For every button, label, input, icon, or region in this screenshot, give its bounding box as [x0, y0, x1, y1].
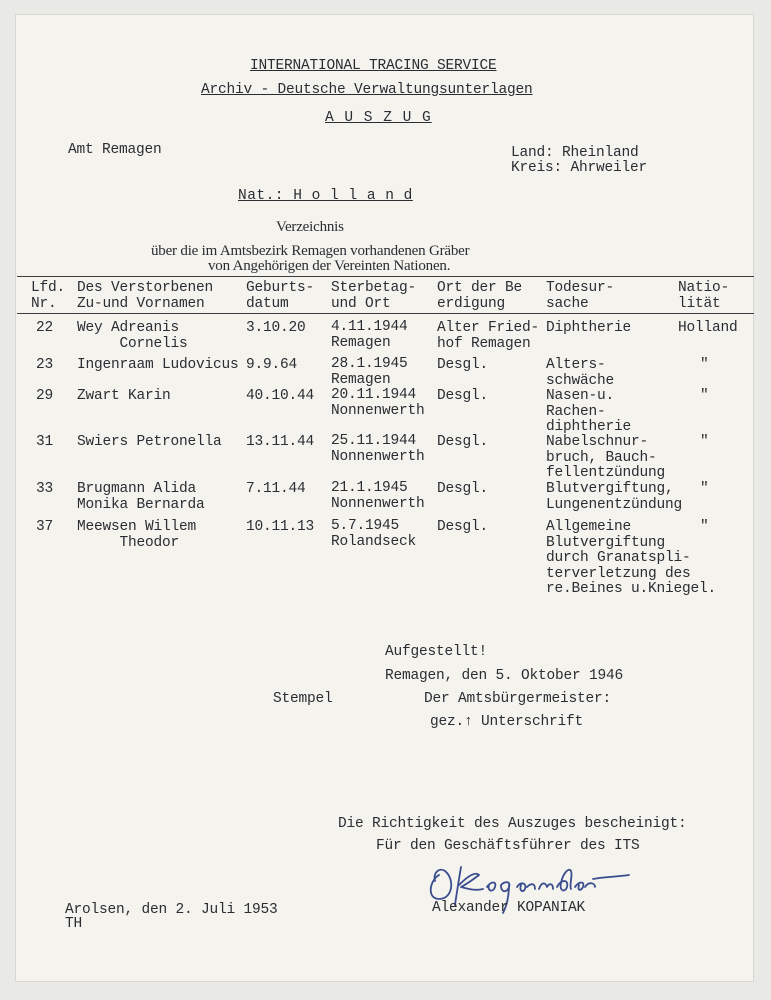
cell-nationality: " [700, 519, 709, 535]
cell-nationality: " [700, 481, 709, 497]
cell-name: Swiers Petronella [77, 434, 222, 450]
confirmation-line-1: Die Richtigkeit des Auszuges bescheinigt: [338, 816, 687, 832]
nationality-heading: Nat.: H o l l a n d [238, 188, 413, 204]
cell-lfd-nr: 37 [36, 519, 54, 535]
header-lfd-nr-line-2: Nr. [31, 296, 57, 312]
header-death-date-place-line-1: Sterbetag- [331, 280, 417, 296]
mayor-label: Der Amtsbürgermeister: [424, 691, 612, 707]
cell-burial-place: Desgl. [437, 481, 489, 497]
cell-cause-of-death: Diphtherie [546, 320, 632, 336]
signed-label: gez.↑ Unterschrift [430, 714, 584, 730]
header-cause-of-death-line-1: Todesur- [546, 280, 615, 296]
cell-death-date-place: 20.11.1944 Nonnenwerth [331, 387, 425, 419]
cell-burial-place: Desgl. [437, 519, 489, 535]
header-death-date-place-line-2: und Ort [331, 296, 391, 312]
table-rule-header [17, 313, 754, 314]
remagen-date: Remagen, den 5. Oktober 1946 [385, 668, 624, 684]
cell-death-date-place: 28.1.1945 Remagen [331, 356, 408, 388]
stempel-label: Stempel [273, 691, 333, 707]
cell-cause-of-death: Nasen-u. Rachen- diphtherie [546, 388, 632, 435]
cell-cause-of-death: Allgemeine Blutvergiftung durch Granatspli- terverletzung des re.Beines u.Kniegel. [546, 519, 717, 597]
cell-burial-place: Desgl. [437, 434, 489, 450]
cell-death-date-place: 25.11.1944 Nonnenwerth [331, 433, 425, 465]
intro-line-2: über die im Amtsbezirk Remagen vorhandenen Gräber [151, 243, 470, 259]
cell-nationality: Holland [678, 320, 738, 336]
typist-initials: TH [65, 916, 83, 932]
cell-lfd-nr: 31 [36, 434, 54, 450]
header-name-line-2: Zu-und Vornamen [77, 296, 205, 312]
header-burial-place-line-1: Ort der Be [437, 280, 523, 296]
intro-line-1: Verzeichnis [276, 219, 344, 235]
cell-birth-date: 10.11.13 [246, 519, 315, 535]
document-type: A U S Z U G [325, 110, 432, 126]
cell-name: Wey Adreanis Cornelis [77, 320, 188, 352]
kreis-label: Kreis: Ahrweiler [511, 160, 648, 176]
cell-cause-of-death: Blutvergiftung, Lungenentzündung [546, 481, 683, 513]
cell-lfd-nr: 33 [36, 481, 54, 497]
table-rule-top [17, 276, 754, 277]
cell-cause-of-death: Alters- schwäche [546, 357, 615, 389]
header-birth-date-line-1: Geburts- [246, 280, 315, 296]
cell-burial-place: Desgl. [437, 357, 489, 373]
cell-name: Zwart Karin [77, 388, 171, 404]
header-nationality-line-2: lität [678, 296, 721, 312]
cell-death-date-place: 21.1.1945 Nonnenwerth [331, 480, 425, 512]
archive-subtitle: Archiv - Deutsche Verwaltungsunterlagen [201, 82, 533, 98]
arolsen-date: Arolsen, den 2. Juli 1953 [65, 902, 278, 918]
cell-nationality: " [700, 434, 709, 450]
cell-name: Ingenraam Ludovicus [77, 357, 239, 373]
cell-birth-date: 9.9.64 [246, 357, 298, 373]
header-name-line-1: Des Verstorbenen [77, 280, 214, 296]
header-lfd-nr-line-1: Lfd. [31, 280, 66, 296]
cell-burial-place: Desgl. [437, 388, 489, 404]
cell-birth-date: 7.11.44 [246, 481, 306, 497]
cell-death-date-place: 4.11.1944 Remagen [331, 319, 408, 351]
cell-name: Brugmann Alida Monika Bernarda [77, 481, 205, 513]
amt-label: Amt Remagen [68, 142, 162, 158]
signatory-name: Alexander KOPANIAK [432, 900, 586, 916]
cell-lfd-nr: 22 [36, 320, 54, 336]
cell-nationality: " [700, 388, 709, 404]
org-title: INTERNATIONAL TRACING SERVICE [250, 58, 497, 74]
land-label: Land: Rheinland [511, 145, 639, 161]
cell-name: Meewsen Willem Theodor [77, 519, 197, 551]
cell-burial-place: Alter Fried- hof Remagen [437, 320, 540, 352]
cell-birth-date: 3.10.20 [246, 320, 306, 336]
cell-death-date-place: 5.7.1945 Rolandseck [331, 518, 417, 550]
cell-birth-date: 13.11.44 [246, 434, 315, 450]
header-burial-place-line-2: erdigung [437, 296, 506, 312]
cell-nationality: " [700, 357, 709, 373]
header-cause-of-death-line-2: sache [546, 296, 589, 312]
confirmation-line-2: Für den Geschäftsführer des ITS [376, 838, 640, 854]
header-birth-date-line-2: datum [246, 296, 289, 312]
cell-lfd-nr: 29 [36, 388, 54, 404]
aufgestellt-label: Aufgestellt! [385, 644, 488, 660]
header-nationality-line-1: Natio- [678, 280, 730, 296]
intro-line-3: von Angehörigen der Vereinten Nationen. [208, 258, 451, 274]
cell-birth-date: 40.10.44 [246, 388, 315, 404]
cell-lfd-nr: 23 [36, 357, 54, 373]
cell-cause-of-death: Nabelschnur- bruch, Bauch- fellentzündung [546, 434, 666, 481]
